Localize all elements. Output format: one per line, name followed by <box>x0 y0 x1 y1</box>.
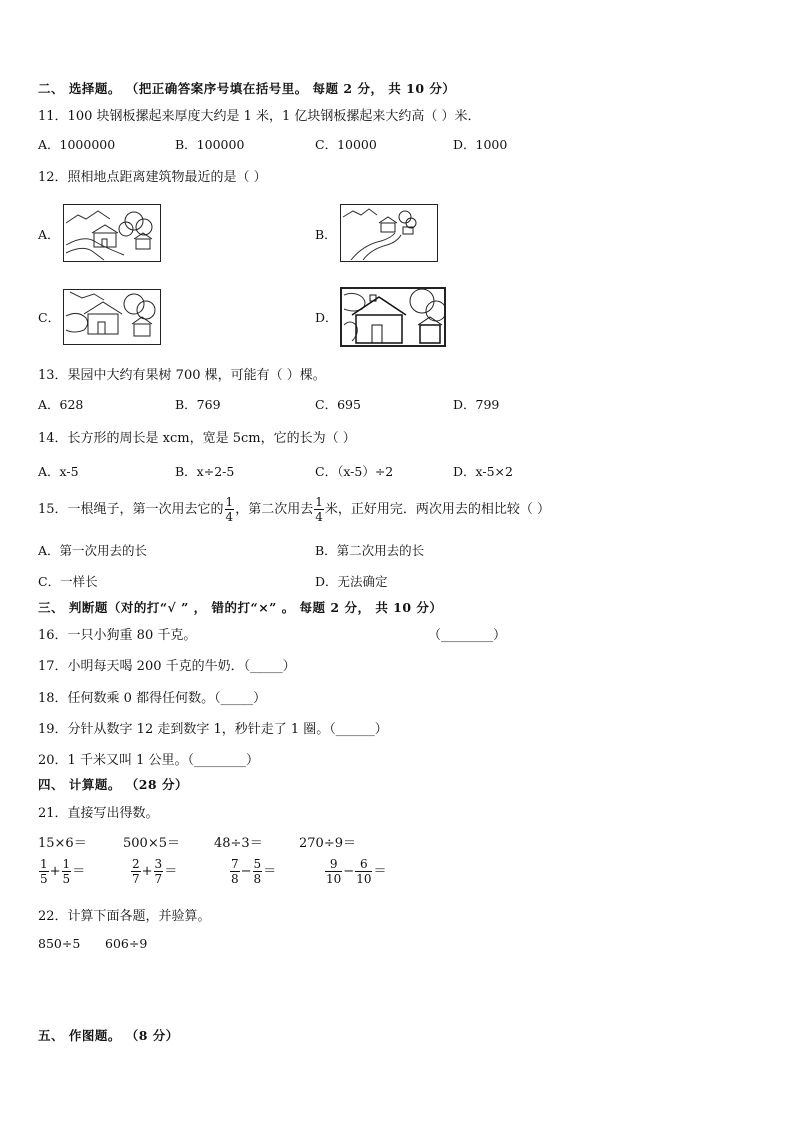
q21-item-1: 15×6＝ <box>38 836 87 851</box>
q14-option-b: B．x÷2-5 <box>175 464 235 479</box>
question-14: 14．长方形的周长是 xcm，宽是 5cm，它的长为（ ） <box>38 431 356 446</box>
question-20: 20．1 千米又叫 1 公里。（________） <box>38 753 259 768</box>
q21-item-3: 48÷3＝ <box>214 836 263 851</box>
q21-fraction-item-3: $\frac{7}{8}$ − $\frac{5}{8}$ ＝ <box>231 857 277 886</box>
question-12: 12．照相地点距离建筑物最近的是（ ） <box>38 170 267 185</box>
q12-picture-a <box>63 204 161 262</box>
q15-option-d: D．无法确定 <box>315 574 388 589</box>
question-18: 18．任何数乘 0 都得任何数。（_____） <box>38 691 267 706</box>
question-17: 17．小明每天喝 200 千克的牛奶．（_____） <box>38 659 296 674</box>
question-11: 11．100 块钢板摞起来厚度大约是 1 米，1 亿块钢板摞起来大约高（ ）米． <box>38 109 481 124</box>
question-16: 16．一只小狗重 80 千克。 <box>38 628 197 643</box>
q13-option-d: D．799 <box>453 397 500 412</box>
q12-label-c: C． <box>38 310 61 325</box>
q21-item-2: 500×5＝ <box>123 836 180 851</box>
q21-fraction-item-4: $\frac{9}{10}$ − $\frac{6}{10}$ ＝ <box>326 857 387 886</box>
q16-answer-blank[interactable]: （________） <box>428 628 507 643</box>
q11-option-b: B．100000 <box>175 137 245 152</box>
question-22: 22．计算下面各题，并验算。 <box>38 909 211 924</box>
q22-item-2: 606÷9 <box>105 936 148 951</box>
q14-option-a: A．x-5 <box>38 464 79 479</box>
section-5-heading: 五、 作图题。 （8 分） <box>38 1028 179 1043</box>
q11-option-c: C．10000 <box>315 137 377 152</box>
question-13: 13．果园中大约有果树 700 棵，可能有（ ）棵。 <box>38 368 326 383</box>
q21-item-4: 270÷9＝ <box>299 836 356 851</box>
q22-item-1: 850÷5 <box>38 936 81 951</box>
q15-text-2: ，第二次用去 <box>235 502 314 517</box>
q12-label-a: A． <box>38 227 60 242</box>
q12-picture-d <box>340 287 446 347</box>
q12-label-b: B． <box>315 227 337 242</box>
q14-option-d: D．x-5×2 <box>453 464 513 479</box>
q13-option-b: B．769 <box>175 397 221 412</box>
q13-option-c: C．695 <box>315 397 361 412</box>
q14-option-c: C．（x-5）÷2 <box>315 464 394 479</box>
q13-option-a: A．628 <box>38 397 84 412</box>
q15-text-1: 15．一根绳子，第一次用去它的 <box>38 502 224 517</box>
q15-option-b: B．第二次用去的长 <box>315 543 425 558</box>
q15-fraction-2: $\frac{1}{4}$ <box>315 495 323 524</box>
q11-option-d: D．1000 <box>453 137 508 152</box>
q21-fraction-item-1: $\frac{1}{5}$ + $\frac{1}{5}$ ＝ <box>40 857 86 886</box>
q15-fraction-1: $\frac{1}{4}$ <box>225 495 234 524</box>
section-3-heading: 三、 判断题（对的打“√ ” ， 错的打“×” 。 每题 2 分， 共 10 分） <box>38 600 443 615</box>
q15-option-c: C．一样长 <box>38 574 98 589</box>
q12-label-d: D． <box>315 310 338 325</box>
q21-fraction-item-2: $\frac{2}{7}$ + $\frac{3}{7}$ ＝ <box>132 857 178 886</box>
question-21: 21．直接写出得数。 <box>38 806 159 821</box>
q12-picture-c <box>63 289 161 345</box>
q15-option-a: A．第一次用去的长 <box>38 543 148 558</box>
q12-picture-b <box>340 204 438 262</box>
question-15 <box>38 496 550 523</box>
question-19: 19．分针从数字 12 走到数字 1，秒针走了 1 圈。（______） <box>38 722 388 737</box>
section-2-heading: 二、 选择题。 （把正确答案序号填在括号里。 每题 2 分， 共 10 分） <box>38 81 456 96</box>
section-4-heading: 四、 计算题。 （28 分） <box>38 777 188 792</box>
q15-text-3: 米，正好用完．两次用去的相比较（ ） <box>324 502 550 517</box>
q11-option-a: A．1000000 <box>38 137 116 152</box>
